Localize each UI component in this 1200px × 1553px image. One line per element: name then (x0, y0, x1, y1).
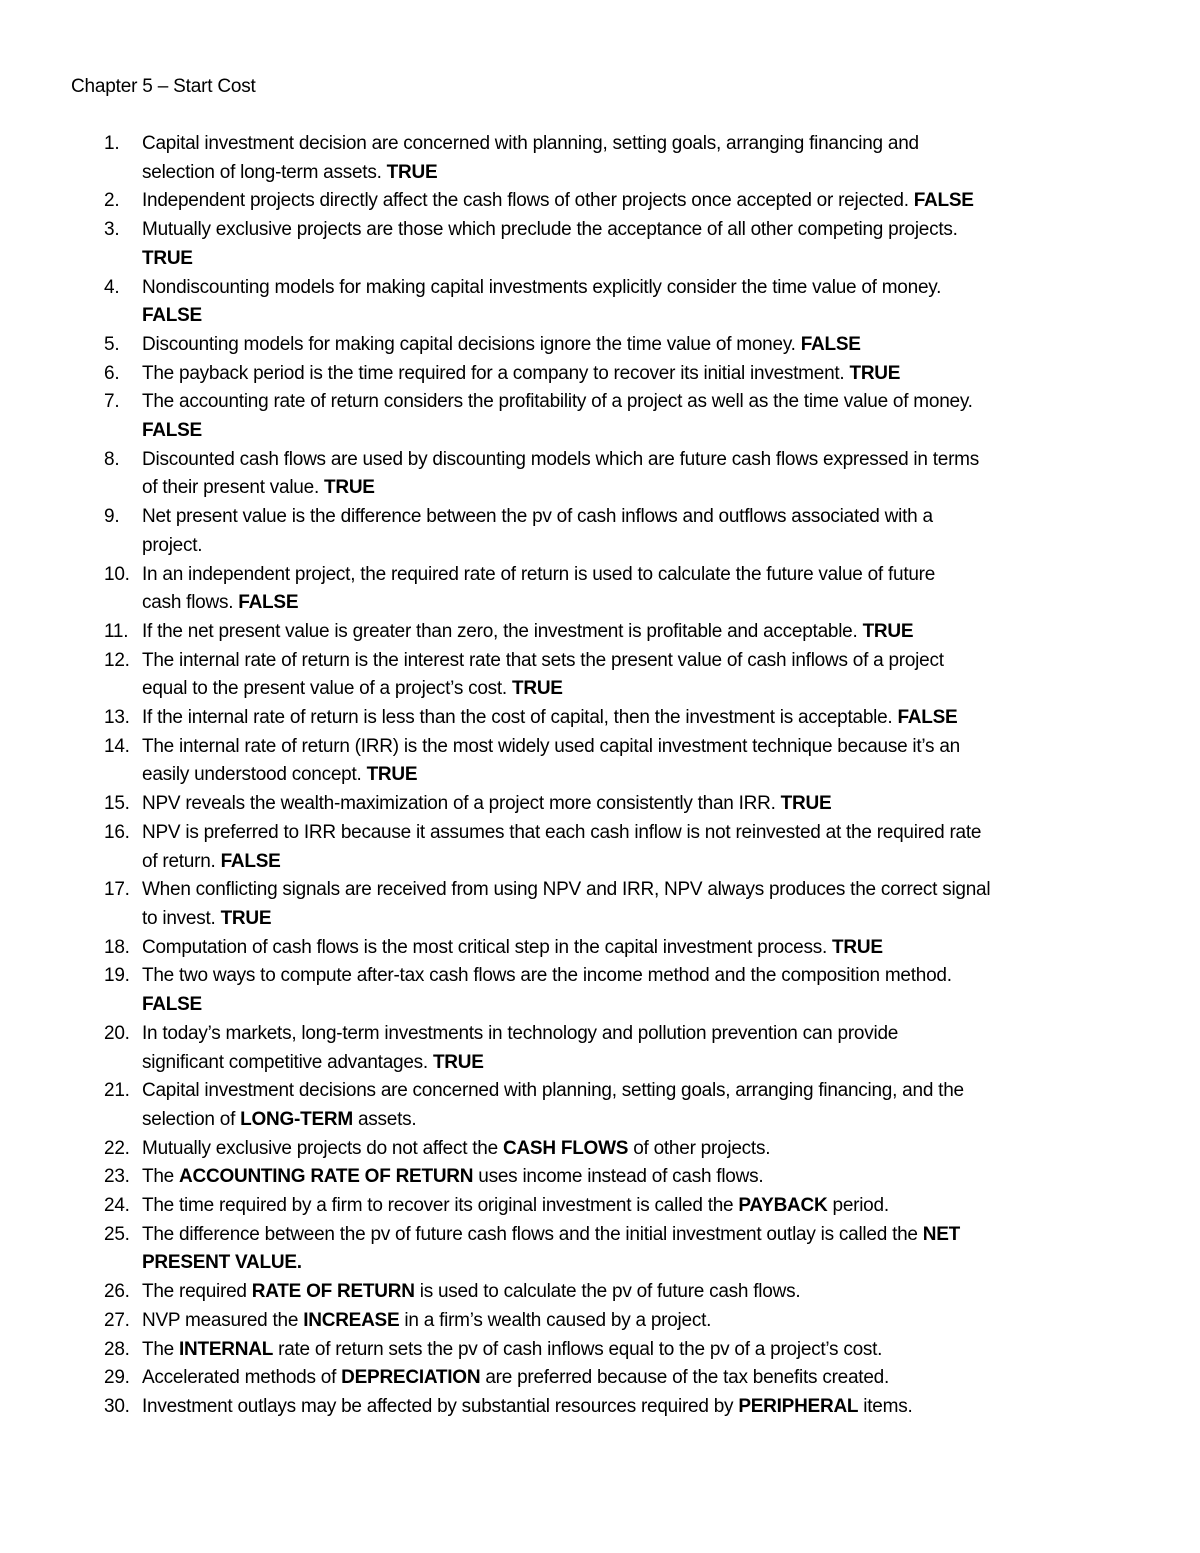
statement-text: Investment outlays may be affected by substantial resources required by (142, 1395, 739, 1417)
answer-keyword: TRUE (324, 477, 375, 499)
item-text-line (142, 446, 1140, 475)
statement-text: If the internal rate of return is less than the cost of capital, then the investment is acceptable. (142, 707, 898, 729)
list-item (0, 790, 1200, 819)
item-number: 28. (104, 1338, 130, 1360)
answer-keyword: DEPRECIATION (341, 1367, 481, 1389)
statement-text: The required (142, 1281, 252, 1303)
answer-keyword: TRUE (832, 936, 883, 958)
list-item (0, 934, 1200, 963)
answer-keyword: PAYBACK (738, 1195, 828, 1217)
answer-keyword: TRUE (862, 620, 914, 642)
list-item (0, 1163, 1200, 1192)
item-number: 15. (104, 793, 130, 815)
item-text-line (142, 647, 1140, 676)
statement-text: Discounted cash flows are used by discounting models which are future cash flows expressed in terms (142, 448, 980, 470)
item-text-line (142, 216, 1140, 245)
item-number: 24. (104, 1195, 130, 1217)
item-number: 6. (104, 362, 120, 384)
statement-text: NVP measured the (142, 1309, 304, 1331)
list-item (0, 274, 1200, 331)
list-item (0, 1077, 1200, 1134)
item-number: 25. (104, 1223, 130, 1245)
answer-keyword: CASH FLOWS (502, 1137, 629, 1159)
item-number: 10. (104, 563, 130, 585)
statement-text: The (142, 1338, 180, 1360)
answer-keyword: PRESENT VALUE. (142, 1252, 302, 1274)
item-number: 12. (104, 649, 130, 671)
item-number: 19. (104, 965, 130, 987)
answer-keyword: FALSE (238, 592, 299, 614)
item-number: 20. (104, 1022, 130, 1044)
answer-keyword: FALSE (800, 333, 861, 355)
item-number: 1. (104, 133, 120, 154)
item-text-line (142, 675, 1140, 704)
item-text-line (142, 704, 1140, 733)
list-item (0, 618, 1200, 647)
statement-text: The time required by a firm to recover its original investment is called the (142, 1195, 739, 1217)
item-text-line (142, 848, 1140, 877)
statement-text: cash flows. (142, 592, 239, 614)
answer-keyword: LONG-TERM (240, 1108, 353, 1130)
answer-keyword: FALSE (142, 420, 202, 442)
item-text-line (142, 1135, 1140, 1164)
list-item (0, 561, 1200, 618)
item-text-line (142, 589, 1140, 618)
list-item (0, 704, 1200, 733)
item-number: 23. (104, 1166, 130, 1188)
statement-text: selection of long-term assets. (142, 161, 387, 183)
list-item (0, 962, 1200, 1019)
statement-text: of other projects. (628, 1137, 771, 1159)
answer-keyword: RATE OF RETURN (251, 1281, 415, 1303)
answer-keyword: FALSE (897, 707, 958, 729)
statement-text: NPV reveals the wealth-maximization of a project more consistently than IRR. (142, 793, 781, 815)
item-text-line (142, 1192, 1140, 1221)
statement-text: easily understood concept. (142, 764, 367, 786)
item-number: 3. (104, 219, 120, 241)
item-text-line (142, 1278, 1140, 1307)
statement-text: Discounting models for making capital decisions ignore the time value of money. (142, 333, 801, 355)
statement-text: Capital investment decisions are concerned with planning, setting goals, arranging financing, and the (142, 1080, 964, 1102)
item-text-line (142, 761, 1140, 790)
list-item (0, 1192, 1200, 1221)
statement-text: is used to calculate the pv of future cash flows. (414, 1281, 801, 1303)
page-title: Chapter 5 – Start Cost (71, 76, 256, 97)
statement-text: Mutually exclusive projects are those which preclude the acceptance of all other competing projects. (142, 219, 958, 241)
answer-keyword: INCREASE (303, 1309, 400, 1331)
answer-keyword: TRUE (849, 362, 901, 384)
list-item (0, 388, 1200, 445)
item-number: 16. (104, 821, 130, 843)
item-number: 4. (104, 276, 120, 298)
statement-text: In today’s markets, long-term investments in technology and pollution prevention can provide (142, 1022, 899, 1044)
statement-text: In an independent project, the required rate of return is used to calculate the future value of future (142, 563, 936, 585)
answer-keyword: ACCOUNTING RATE OF RETURN (179, 1166, 474, 1188)
statement-text: uses income instead of cash flows. (473, 1166, 764, 1188)
item-text-line (142, 1393, 1140, 1422)
answer-keyword: TRUE (142, 247, 193, 269)
list-item (0, 503, 1200, 560)
item-number: 18. (104, 936, 130, 958)
item-text-line (142, 876, 1140, 905)
list-item (0, 187, 1200, 216)
list-item (0, 733, 1200, 790)
list-item (0, 446, 1200, 503)
statement-text: significant competitive advantages. (142, 1051, 433, 1073)
item-text-line (142, 733, 1140, 762)
item-text-line (142, 331, 1140, 360)
statement-text: Mutually exclusive projects do not affect the (142, 1137, 503, 1159)
list-item (0, 1278, 1200, 1307)
list-item (0, 1364, 1200, 1393)
answer-keyword: FALSE (142, 305, 202, 327)
statement-text: When conflicting signals are received from using NPV and IRR, NPV always produces the correct signal (142, 879, 991, 901)
item-text-line (142, 274, 1140, 303)
item-text-line (142, 1106, 1140, 1135)
item-text-line (142, 532, 1140, 561)
statement-text: Computation of cash flows is the most critical step in the capital investment process. (142, 936, 833, 958)
list-item (0, 876, 1200, 933)
statement-text: of return. (142, 850, 221, 872)
list-item (0, 360, 1200, 389)
item-text-line (142, 819, 1140, 848)
item-text-line (142, 1364, 1140, 1393)
item-text-line (142, 561, 1140, 590)
item-number: 14. (104, 735, 130, 757)
list-item (0, 331, 1200, 360)
list-item (0, 216, 1200, 273)
item-text-line (142, 360, 1140, 389)
item-number: 17. (104, 879, 130, 901)
answer-keyword: FALSE (220, 850, 281, 872)
item-number: 13. (104, 707, 130, 729)
list-item (0, 1336, 1200, 1365)
statement-text: The payback period is the time required for a company to recover its initial investment. (142, 362, 850, 384)
statement-text: The (142, 1166, 180, 1188)
statement-text: project. (142, 534, 203, 556)
item-text-line (142, 618, 1140, 647)
item-number: 22. (104, 1137, 130, 1159)
item-number: 29. (104, 1367, 130, 1389)
answer-keyword: FALSE (913, 190, 974, 212)
item-text-line (142, 962, 1140, 991)
item-text-line (142, 187, 1140, 216)
list-item (0, 130, 1200, 187)
statement-text: items. (858, 1395, 913, 1417)
item-number: 11. (104, 620, 129, 642)
item-number: 26. (104, 1281, 130, 1303)
item-text-line (142, 1336, 1140, 1365)
item-text-line (142, 790, 1140, 819)
item-number: 30. (104, 1395, 130, 1417)
list-item (0, 1221, 1200, 1278)
statement-text: If the net present value is greater than zero, the investment is profitable and acceptable. (142, 620, 863, 642)
item-number: 8. (104, 448, 120, 470)
statement-text: Nondiscounting models for making capital investments explicitly consider the time value of money. (142, 276, 942, 298)
item-text-line (142, 130, 1140, 159)
statement-text: equal to the present value of a project’s cost. (142, 678, 512, 700)
statement-text: The accounting rate of return considers the profitability of a project as well as the time value of money. (142, 391, 973, 413)
answer-keyword: TRUE (512, 678, 563, 700)
item-text-line (142, 245, 1140, 274)
item-text-line (142, 1249, 1140, 1278)
statement-text: are preferred because of the tax benefits created. (480, 1367, 889, 1389)
item-number: 21. (104, 1080, 130, 1102)
item-text-line (142, 503, 1140, 532)
list-item (0, 1393, 1200, 1422)
list-item (0, 1307, 1200, 1336)
statement-text: selection of (142, 1108, 241, 1130)
answer-keyword: TRUE (220, 907, 272, 929)
item-text-line (142, 1020, 1140, 1049)
answer-keyword: NET (922, 1223, 961, 1245)
list-item (0, 647, 1200, 704)
item-text-line (142, 1163, 1140, 1192)
list-item (0, 1020, 1200, 1077)
statement-text: in a firm’s wealth caused by a project. (399, 1309, 712, 1331)
statement-text: The two ways to compute after-tax cash flows are the income method and the composition method. (142, 965, 952, 987)
answer-keyword: TRUE (366, 764, 418, 786)
item-text-line (142, 474, 1140, 503)
item-text-line (142, 417, 1140, 446)
statement-text: The difference between the pv of future cash flows and the initial investment outlay is called the (142, 1223, 923, 1245)
statement-text: Independent projects directly affect the cash flows of other projects once accepted or rejected. (142, 190, 914, 212)
statement-text: Accelerated methods of (142, 1367, 342, 1389)
item-number: 27. (104, 1309, 130, 1331)
statement-text: Capital investment decision are concerned with planning, setting goals, arranging financing and (142, 133, 919, 154)
item-number: 9. (104, 506, 120, 528)
item-number: 2. (104, 190, 120, 212)
answer-keyword: PERIPHERAL (738, 1395, 859, 1417)
statement-text: rate of return sets the pv of cash inflows equal to the pv of a project’s cost. (273, 1338, 883, 1360)
answer-keyword: INTERNAL (179, 1338, 274, 1360)
statement-text: The internal rate of return (IRR) is the most widely used capital investment technique because it’s an (142, 735, 960, 757)
answer-keyword: TRUE (432, 1051, 484, 1073)
item-text-line (142, 388, 1140, 417)
item-text-line (142, 159, 1140, 188)
statement-text: assets. (352, 1108, 417, 1130)
item-number: 5. (104, 333, 120, 355)
answer-keyword: TRUE (780, 793, 832, 815)
statement-text: period. (827, 1195, 889, 1217)
item-text-line (142, 1221, 1140, 1250)
item-text-line (142, 934, 1140, 963)
item-number: 7. (104, 391, 120, 413)
item-text-line (142, 1049, 1140, 1078)
statement-text: Net present value is the difference between the pv of cash inflows and outflows associated with a (142, 506, 933, 528)
item-text-line (142, 1307, 1140, 1336)
list-item (0, 819, 1200, 876)
item-text-line (142, 991, 1140, 1020)
list-item (0, 1135, 1200, 1164)
answer-keyword: TRUE (386, 161, 438, 183)
item-text-line (142, 905, 1140, 934)
statement-text: NPV is preferred to IRR because it assumes that each cash inflow is not reinvested at the required rate (142, 821, 982, 843)
statement-text: The internal rate of return is the interest rate that sets the present value of cash inflows of a project (142, 649, 944, 671)
item-text-line (142, 302, 1140, 331)
statement-text: of their present value. (142, 477, 324, 499)
statement-list (0, 130, 1200, 1422)
statement-text: to invest. (142, 907, 221, 929)
answer-keyword: FALSE (142, 994, 202, 1016)
item-text-line (142, 1077, 1140, 1106)
